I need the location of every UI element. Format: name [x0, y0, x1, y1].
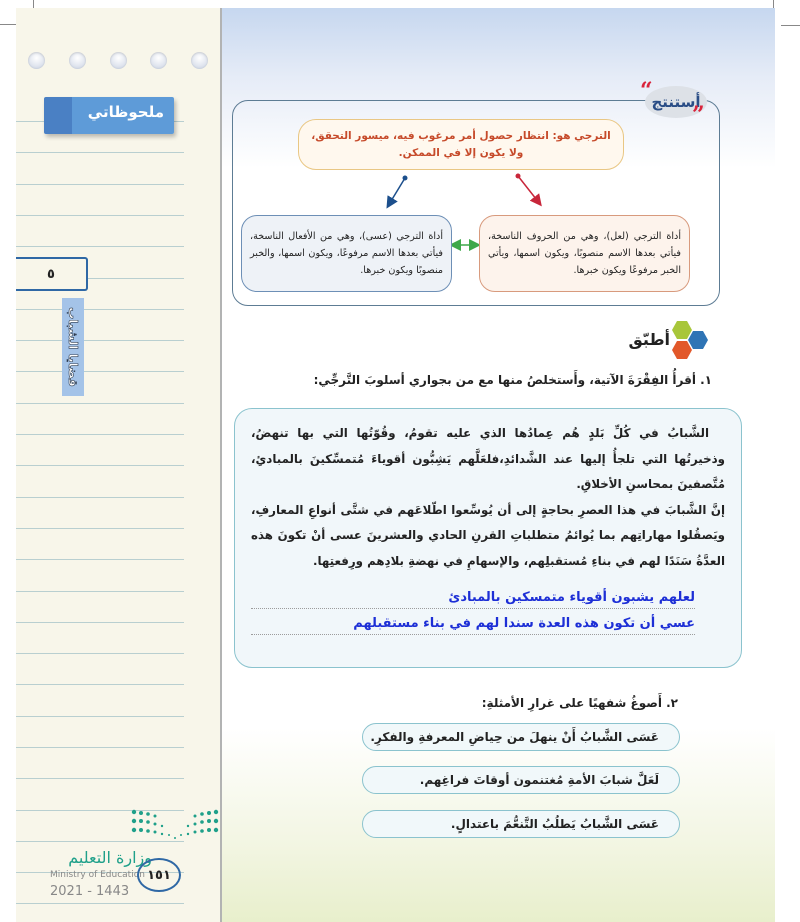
answer-line-1[interactable]: لعلهم يشبون أقوياء متمسكين بالمبادئ: [251, 588, 695, 609]
ministry-name-en: Ministry of Education: [50, 870, 145, 880]
apply-title: أطبّق: [628, 330, 670, 349]
example-2: [362, 766, 680, 794]
notebook-line: [16, 152, 184, 153]
asa-tool-text: أداة الترجي (عسى)، وهي من الأفعال الناسخة، فيأتي بعدها الاسم مرفوعًا، ويكون اسمها، والخبر منصوبًا ويكون خبرها.: [250, 231, 443, 276]
page-number: ١٥١: [137, 858, 181, 892]
passage-box: [234, 408, 742, 668]
notebook-line: [16, 684, 184, 685]
binder-hole: [69, 52, 86, 69]
notebook-line: [16, 340, 184, 341]
definition-line-1: الترجي هو: انتظار حصول أمر مرغوب فيه، ميسور التحقق،: [311, 129, 611, 142]
hexagons-icon: [666, 320, 710, 362]
arrow-to-asa: [388, 176, 408, 207]
binder-hole: [191, 52, 208, 69]
binder-holes: [28, 52, 208, 69]
definition-line-2: ولا يكون إلا في الممكن.: [398, 146, 524, 159]
binder-hole: [28, 52, 45, 69]
crop-mark: [781, 25, 800, 26]
notes-sidebar: [16, 8, 222, 922]
notebook-line: [16, 716, 184, 717]
notebook-line: [16, 559, 184, 560]
unit-number: ٥: [47, 266, 55, 282]
notebook-line: [16, 591, 184, 592]
notebook-line: [16, 246, 184, 247]
arrow-to-laal: [516, 174, 541, 205]
notebook-line: [16, 434, 184, 435]
example-1: [362, 723, 680, 751]
quote-open-icon: “: [640, 78, 653, 104]
example-1-text: عَسَى الشَّبابُ أَنْ ينهلَ من حِياضِ المعرفةِ والفكرِ.: [370, 730, 659, 744]
quote-close-icon: ”: [692, 102, 705, 128]
unit-title-ribbon: [62, 298, 84, 396]
notebook-line: [16, 653, 184, 654]
binder-hole: [150, 52, 167, 69]
notebook-line: [16, 778, 184, 779]
notebook-line: [16, 309, 184, 310]
unit-number-box: [16, 257, 88, 291]
answer-line-2[interactable]: عسي أن تكون هذه العدة سندا لهم في بناء مستقبلهم: [251, 614, 695, 635]
lesson-page: [220, 8, 775, 922]
binder-hole: [110, 52, 127, 69]
edition-year: 2021 - 1443: [50, 884, 130, 899]
conclude-title: أستنتج: [651, 93, 701, 111]
notebook-line: [16, 215, 184, 216]
example-3-text: عَسَى الشَّبابُ يَطلُبُ التَّنعُّمَ باعتدالٍ.: [450, 817, 659, 831]
notebook-line: [16, 903, 184, 904]
notebook-line: [16, 371, 184, 372]
passage-paragraph-1: الشَّبابُ في كُلِّ بَلدٍ هُم عِمادُها الذي عليه تقومُ، وقُوّتُها التي بها تنهضُ، وذخيرتُها التي تلجأُ إليها عند الشَّدائدِ،فلعَلَّهم يَشِبُّون أقوياءَ مُتمسِّكينَ بالمبادئِ، مُتَّصفينَ بمحاسنِ الأخلاقِ.: [251, 426, 725, 491]
question-2: ٢. أَصوغُ شفهيًا على غرارِ الأمثلةِ:: [481, 696, 678, 710]
unit-title: قضايا الشباب: [66, 307, 80, 387]
notebook-line: [16, 465, 184, 466]
passage-paragraph-2: إنَّ الشَّبابَ في هذا العصرِ بحاجةٍ إلى أن يُوسِّعوا اطّلاعَهم في شتَّى أنواعِ المعارفِ، ويَصقُلوا مهاراتِهم بما يُوائمُ متطلباتِ القرنِ الحادي والعشرينَ عسى أنْ تكونَ هذه العدَّةُ سَنَدًا لهم في بناءِ مُستقبلِهم، والإسهامِ في نهضةِ بلادِهم ورِفعتِها.: [251, 502, 725, 568]
notebook-line: [16, 622, 184, 623]
notebook-line: [16, 497, 184, 498]
notebook-line: [16, 841, 184, 842]
notebook-line: [16, 528, 184, 529]
question-1: ١. أقرأُ الفِقْرَةَ الآتية، وأَستخلصُ منها مع من بجواري أسلوبَ التَّرجِّي:: [313, 373, 712, 387]
notebook-line: [16, 747, 184, 748]
example-2-text: لَعَلَّ شبابَ الأمةِ مُغتنمون أوقاتَ فراغِهم.: [419, 773, 659, 787]
laal-tool-text: أداة الترجي (لعل)، وهي من الحروف الناسخة، فيأتي بعدها الاسم منصوبًا، ويكون اسمها، ويأتي الخبر مرفوعًا ويكون خبرها.: [488, 231, 681, 276]
my-notes-tab: [44, 97, 174, 134]
asa-tool-box: [241, 215, 452, 292]
passage-text: [251, 421, 725, 574]
ministry-name-ar: وزارة التعليم: [68, 848, 152, 867]
example-3: [362, 810, 680, 838]
laal-tool-box: [479, 215, 690, 292]
notebook-line: [16, 184, 184, 185]
ministry-dots-icon: [130, 808, 220, 840]
notebook-line: [16, 403, 184, 404]
my-notes-label: ملحوظاتي: [87, 103, 164, 121]
